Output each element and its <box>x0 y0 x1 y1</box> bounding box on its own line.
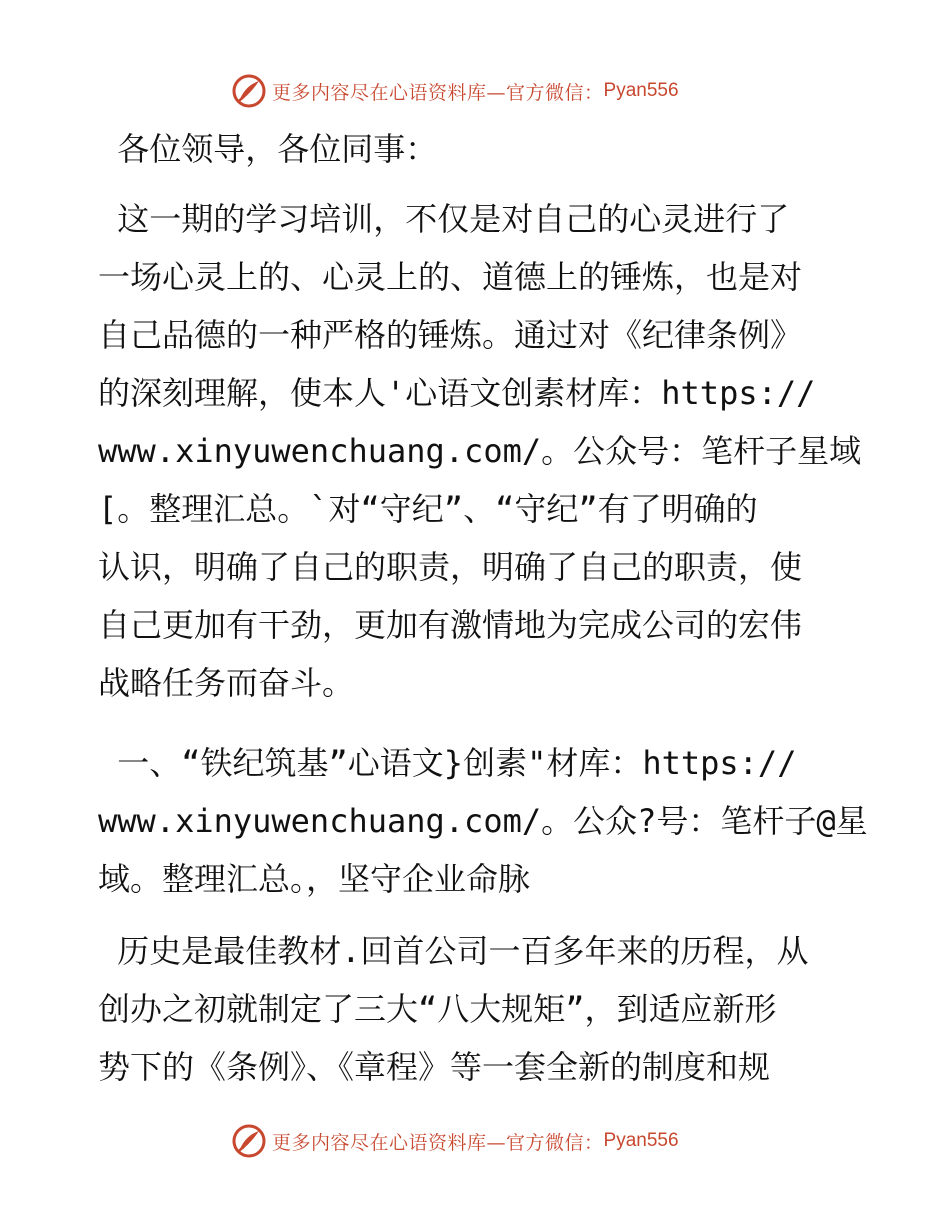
text-line: 一、“铁纪筑基”心语文}创素"材库：https:// <box>98 744 797 782</box>
text-line: 势下的《条例》、《章程》等一套全新的制度和规 <box>98 1048 771 1086</box>
paragraph-1 <box>98 190 862 712</box>
footer-watermark <box>232 1124 679 1158</box>
paragraph-2 <box>98 922 858 1096</box>
text-line: 创办之初就制定了三大“八大规矩”，到适应新形 <box>98 990 777 1028</box>
text-line: 的深刻理解，使本人'心语文创素材库：https:// <box>98 374 816 412</box>
text-line: 历史是最佳教材.回首公司一百多年来的历程，从 <box>98 932 809 970</box>
text-line: 一场心灵上的、心灵上的、道德上的锤炼，也是对 <box>98 258 803 296</box>
watermark-id: Pyan556 <box>603 80 679 101</box>
quill-logo-icon <box>232 1124 266 1158</box>
quill-logo-icon <box>232 74 266 108</box>
text-line: 自己更加有干劲，更加有激情地为完成公司的宏伟 <box>98 606 803 644</box>
greeting: 各位领导，各位同事： <box>98 130 438 168</box>
watermark-text: 更多内容尽在心语资料库—官方微信： <box>272 1131 604 1154</box>
text-line: www.xinyuwenchuang.com/。公众号：笔杆子星域 <box>98 432 862 470</box>
text-line: [。整理汇总。`对“守纪”、“守纪”有了明确的 <box>98 490 758 528</box>
section-heading-1 <box>98 734 868 908</box>
watermark-text: 更多内容尽在心语资料库—官方微信： <box>272 81 604 104</box>
text-line: www.xinyuwenchuang.com/。公众?号：笔杆子@星 <box>98 802 868 840</box>
text-line: 战略任务而奋斗。 <box>98 664 355 702</box>
text-line: 认识，明确了自己的职责，明确了自己的职责，使 <box>98 548 803 586</box>
watermark-id: Pyan556 <box>603 1130 679 1151</box>
text-line: 这一期的学习培训，不仅是对自己的心灵进行了 <box>98 200 790 238</box>
header-watermark <box>232 74 679 108</box>
text-line: 自己品德的一种严格的锤炼。通过对《纪律条例》 <box>98 316 803 354</box>
text-line: 域。整理汇总。，坚守企业命脉 <box>98 860 531 898</box>
